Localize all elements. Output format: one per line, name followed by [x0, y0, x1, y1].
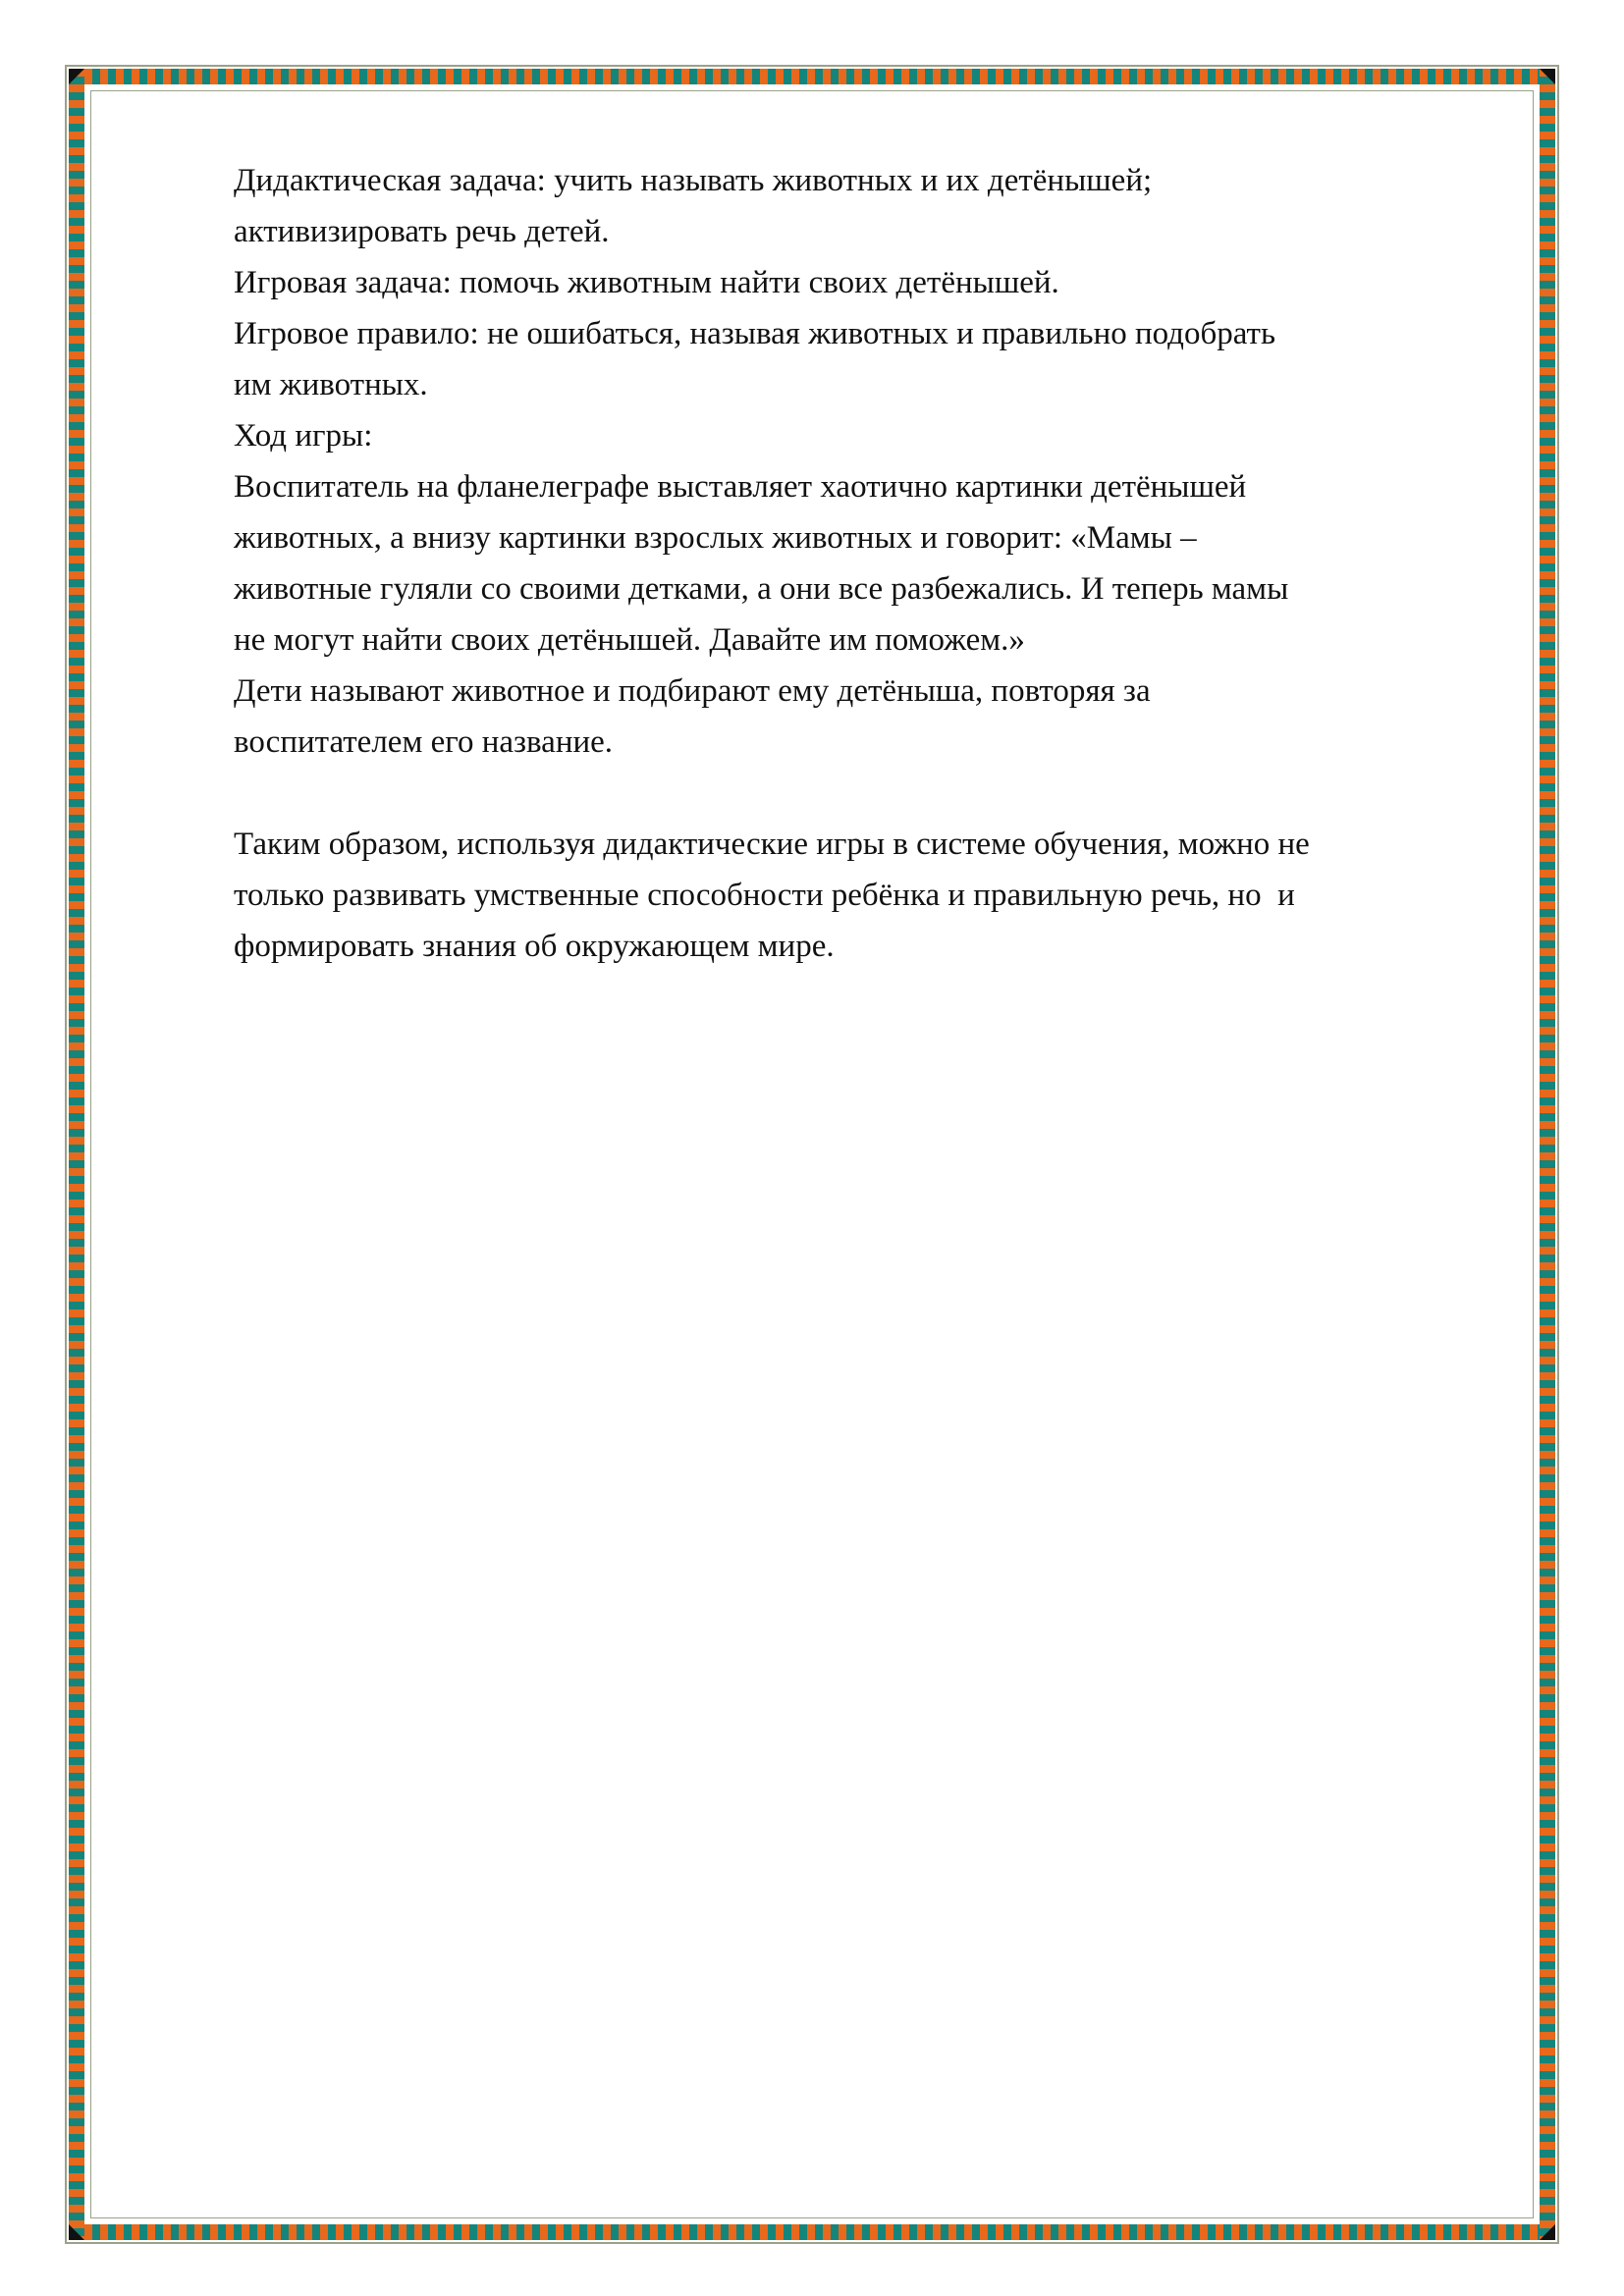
text-line: им животных.	[234, 367, 428, 402]
decorative-border-right	[1540, 69, 1555, 2240]
text-line: Воспитатель на фланелеграфе выставляет хаотично картинки детёнышей	[234, 469, 1247, 505]
text-line: Игровое правило: не ошибаться, называя животных и правильно подобрать	[234, 316, 1276, 351]
conclusion-line: только развивать умственные способности ребёнка и правильную речь, но и	[234, 878, 1295, 913]
text-line: Дети называют животное и подбирают ему детёныша, повторяя за	[234, 673, 1151, 709]
text-line: не могут найти своих детёнышей. Давайте им поможем.»	[234, 622, 1025, 658]
text-line: воспитателем его название.	[234, 724, 614, 760]
conclusion-line: формировать знания об окружающем мире.	[234, 929, 835, 964]
decorative-border-top	[69, 69, 1555, 84]
text-line: Игровая задача: помочь животным найти своих детёнышей.	[234, 265, 1059, 300]
text-line: Ход игры:	[234, 418, 373, 454]
text-line: животные гуляли со своими детками, а они все разбежались. И теперь мамы	[234, 571, 1289, 607]
text-line: животных, а внизу картинки взрослых животных и говорит: «Мамы –	[234, 520, 1197, 556]
text-line: активизировать речь детей.	[234, 214, 610, 249]
text-line: Дидактическая задача: учить называть животных и их детёнышей;	[234, 163, 1153, 198]
decorative-border-left	[69, 69, 84, 2240]
decorative-border-bottom	[69, 2224, 1555, 2240]
conclusion-line: Таким образом, используя дидактические игры в системе обучения, можно не	[234, 827, 1310, 862]
paragraph-gap	[234, 768, 1522, 819]
document-body	[234, 155, 1522, 972]
